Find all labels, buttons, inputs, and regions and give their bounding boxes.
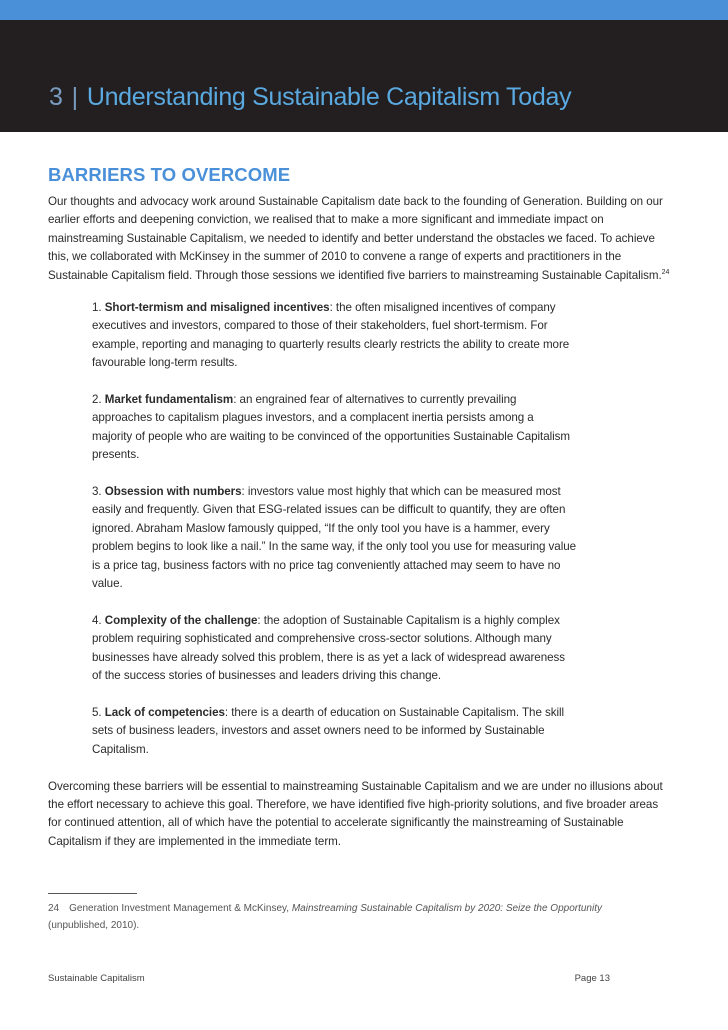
item-text: : the often misaligned incentives of company executives and investors, compared to those of their stakeholders, fuel short-termism. For example, reporting and managing to quarterly results clearly restricts the ability to create more favourable long-term results.	[92, 301, 570, 370]
section-title: Understanding Sustainable Capitalism Today	[86, 83, 572, 111]
item-number: 3.	[92, 485, 102, 499]
page-number: Page 13	[574, 973, 610, 984]
footnote-ref-24[interactable]: 24	[661, 268, 670, 276]
footnote-authors: Generation Investment Management & McKinsey,	[69, 903, 292, 914]
footnote	[48, 900, 608, 934]
list-item	[92, 299, 577, 373]
item-term: Lack of competencies	[104, 705, 225, 719]
item-term: Obsession with numbers	[104, 485, 242, 499]
section-header-title	[49, 83, 571, 112]
section-number: 3	[49, 83, 63, 111]
main-content	[48, 164, 673, 851]
item-number: 5.	[92, 705, 102, 719]
item-text: : an engrained fear of alternatives to currently prevailing approaches to capitalism plagues investors, and a complacent inertia persists among a majority of people who are waiting to be convinced of the opportunities Sustainable Capitalism presents.	[92, 393, 571, 462]
item-number: 2.	[92, 393, 102, 407]
barriers-list	[48, 299, 577, 759]
item-text: : there is a dearth of education on Sustainable Capitalism. The skill sets of business leaders, investors and asset owners need to be informed by Sustainable Capitalism.	[92, 705, 565, 756]
subsection-heading: BARRIERS TO OVERCOME	[48, 164, 291, 185]
intro-paragraph	[48, 193, 673, 285]
closing-paragraph: Overcoming these barriers will be essential to mainstreaming Sustainable Capitalism and we are under no illusions about the effort necessary to achieve this goal. Therefore, we have identified five high-priority solutions, and five broader areas for continued attention, all of which have the potential to accelerate significantly the mainstreaming of Sustainable Capitalism if they are implemented in the immediate term.	[48, 779, 663, 848]
footnote-divider	[48, 893, 137, 894]
item-text: : the adoption of Sustainable Capitalism is a highly complex problem requiring sophisticated and comprehensive cross-sector solutions. Although many businesses have already solved this problem, there is as yet a lack of widespread awareness of the success stories of businesses and leaders driving this change.	[92, 613, 565, 683]
item-number: 4.	[92, 613, 102, 627]
intro-text: Our thoughts and advocacy work around Sustainable Capitalism date back to the founding of Generation. Building on our earlier efforts and deepening conviction, we realised that to make a more significant and immediate impact on mainstreaming Sustainable Capitalism, we needed to identify and better understand the obstacles we faced. To achieve this, we collaborated with McKinsey in the summer of 2010 to convene a range of experts and practitioners in the Sustainable Capitalism field. Through those sessions we identified five barriers to mainstreaming Sustainable Capitalism.	[48, 195, 663, 282]
item-text: : investors value most highly that which can be measured most easily and frequently. Given that ESG-related issues can be difficult to quantify, they are often ignored. Abraham Maslow famously quipped, “If the only tool you have is a hammer, every problem begins to look like a nail.” In the same way, if the only tool you use for measuring value is a price tag, business factors with no price tag conveniently attached may seem to have no value.	[92, 485, 577, 591]
header-separator: |	[71, 83, 78, 111]
item-term: Short-termism and misaligned incentives	[104, 301, 330, 315]
item-term: Complexity of the challenge	[104, 613, 258, 627]
list-item	[92, 612, 577, 686]
footer-document-title: Sustainable Capitalism	[48, 973, 145, 984]
list-item	[92, 483, 577, 593]
footnote-work-title: Mainstreaming Sustainable Capitalism by 2020: Seize the Opportunity	[291, 903, 602, 914]
list-item	[92, 704, 577, 759]
footnote-number: 24	[48, 903, 60, 914]
footnote-note: (unpublished, 2010).	[48, 920, 140, 931]
item-term: Market fundamentalism	[104, 393, 234, 407]
list-item	[92, 391, 577, 465]
top-accent-bar	[0, 0, 728, 20]
section-header-band	[0, 20, 728, 132]
item-number: 1.	[92, 301, 102, 315]
